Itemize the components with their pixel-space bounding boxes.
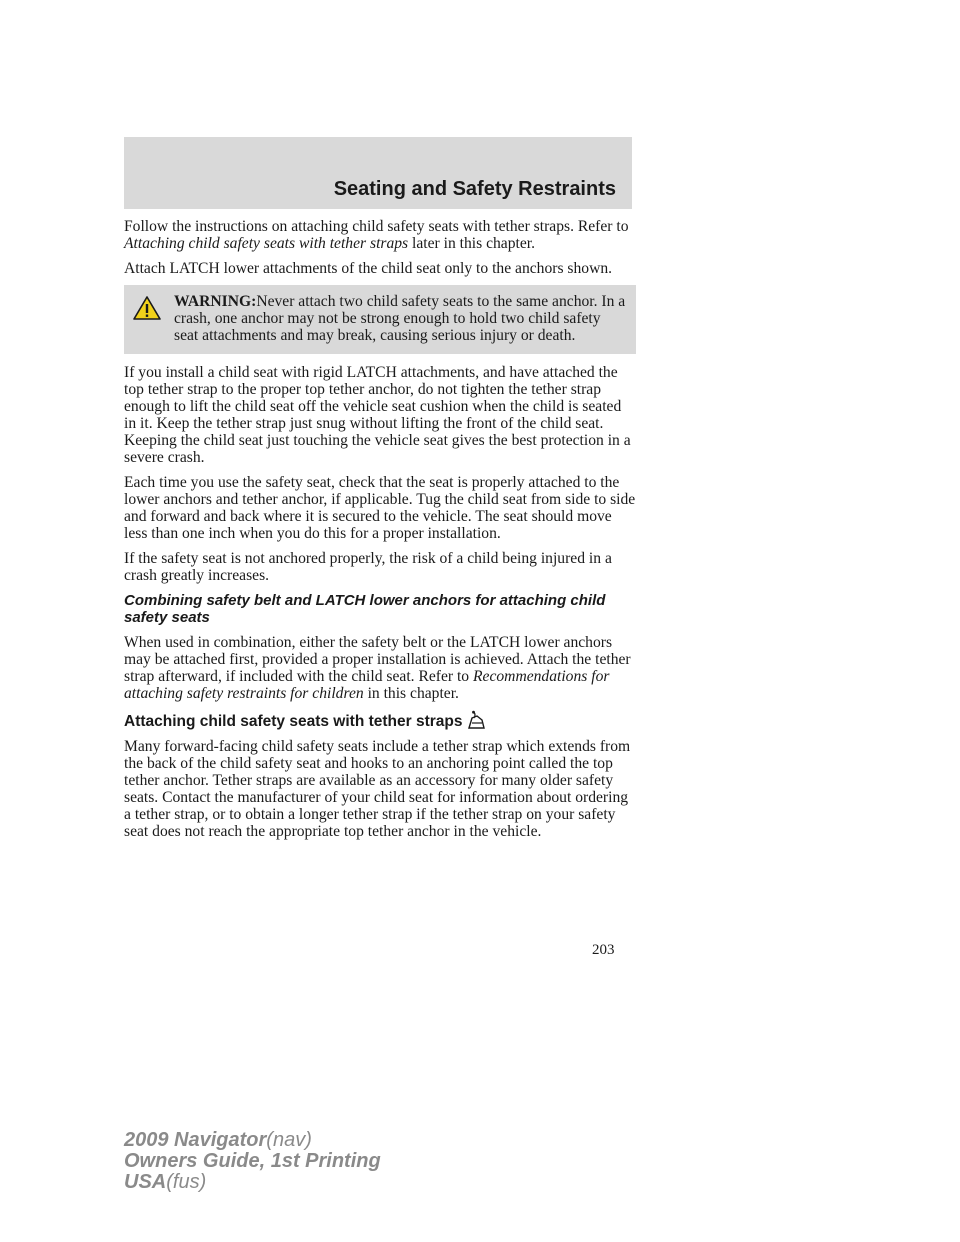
warning-triangle-icon [132,295,162,321]
footer-market-code: (fus) [166,1171,207,1193]
paragraph-text: Follow the instructions on attaching child safety seats with tether straps. Refer to [124,218,629,235]
cross-reference-tether: Attaching child safety seats with tether straps [124,235,409,252]
subheading-tether [124,710,636,730]
warning-label: WARNING: [174,293,257,310]
section-header-band [124,137,632,209]
paragraph-text: When used in combination, either the safety belt or the LATCH lower anchors may be attached first, provided a proper installation is achieved. Attach the tether strap afterward, if included with the child seat. Refer to [124,634,631,685]
paragraph-combination [124,634,636,702]
warning-content [174,293,626,344]
footer-line-1 [124,1130,381,1151]
paragraph-tether-description: Many forward-facing child safety seats include a tether strap which extends from the back of the child safety seat and hooks to an anchoring point called the top tether anchor. Tether straps are available as an accessory for many older safety seats. Contact the manufacturer of your child seat for information about ordering a tether strap, or to obtain a longer tether strap if the tether strap on your safety seat does not reach the appropriate top tether anchor in the vehicle. [124,738,631,840]
page-number: 203 [592,942,615,958]
cross-reference-recommendations: Recommendations for attaching safety restraints for children [124,668,610,702]
footer-model: 2009 Navigator [124,1129,267,1151]
child-seat-tether-icon [465,710,487,730]
paragraph-latch-attach: Attach LATCH lower attachments of the child seat only to the anchors shown. [124,260,613,277]
paragraph-rigid-latch: If you install a child seat with rigid LATCH attachments, and have attached the top tether strap to the proper top tether anchor, do not tighten the tether strap enough to lift the child seat off the vehicle seat cushion when the child is seated in it. Keep the tether strap just snug without lifting the front of the child seat. Keeping the child seat just touching the vehicle seat gives the best protection in a severe crash. [124,364,631,466]
paragraph-risk: If the safety seat is not anchored properly, the risk of a child being injured in a crash greatly increases. [124,550,612,584]
subheading-combining: Combining safety belt and LATCH lower anchors for attaching child safety seats [124,592,606,626]
section-title: Seating and Safety Restraints [333,178,616,200]
footer-line-2: Owners Guide, 1st Printing [124,1150,381,1172]
document-footer [124,1130,381,1193]
subheading-tether-text: Attaching child safety seats with tether straps [124,713,463,730]
footer-line-3 [124,1172,381,1193]
paragraph-text: later in this chapter. [408,235,536,252]
warning-box [124,285,636,354]
paragraph-check-seat: Each time you use the safety seat, check that the seat is properly attached to the lower anchors and tether anchor, if applicable. Tug the child seat from side to side and forward and back where it is secured to the vehicle. The seat should move less than one inch when you do this for a proper installation. [124,474,636,542]
page-body [124,218,636,848]
paragraph-tether-reference [124,218,636,252]
footer-model-code: (nav) [266,1129,312,1151]
footer-market: USA [124,1171,167,1193]
paragraph-text: in this chapter. [363,685,459,702]
warning-text: Never attach two child safety seats to the same anchor. In a crash, one anchor may not be strong enough to hold two child safety seat attachments and may break, causing serious injury or death. [174,293,626,344]
